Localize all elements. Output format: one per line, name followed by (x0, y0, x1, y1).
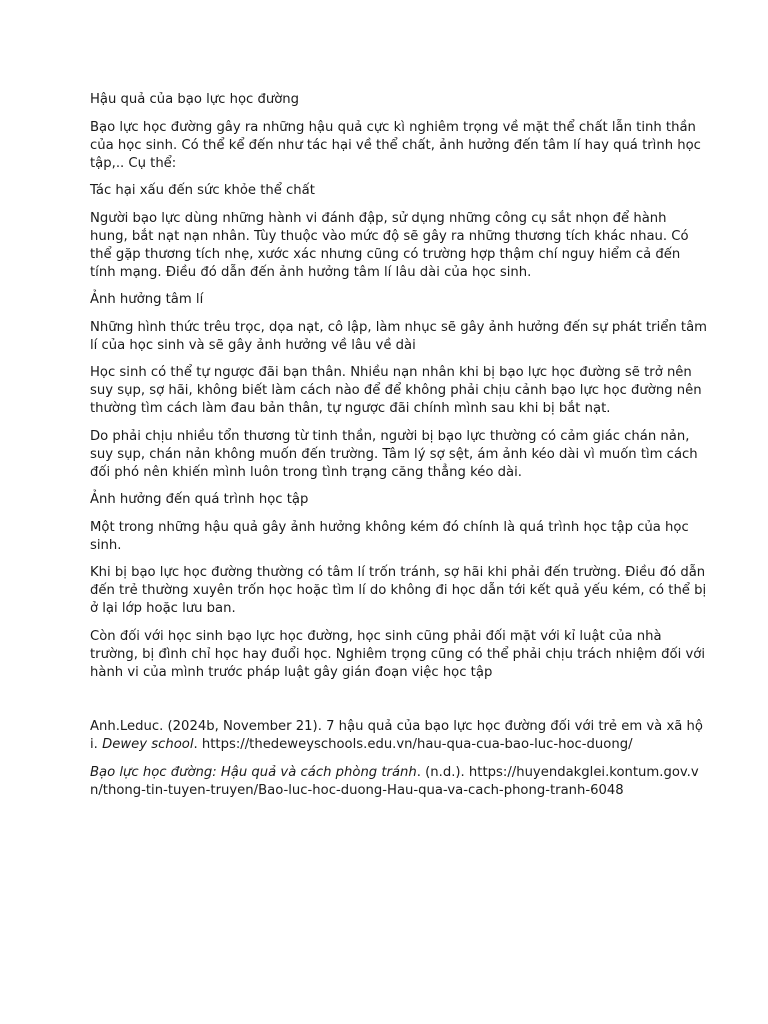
section-heading-learning: Ảnh hưởng đến quá trình học tập (90, 492, 309, 507)
section-heading-physical: Tác hại xấu đến sức khỏe thể chất (90, 183, 315, 198)
reference-1-source: Dewey school (102, 737, 194, 752)
spacer (90, 691, 708, 718)
reference-2 (90, 764, 708, 800)
document-title: Hậu quả của bạo lực học đường (90, 92, 300, 107)
section-heading-psychological: Ảnh hưởng tâm lí (90, 292, 204, 307)
paragraph-learning-1: Một trong những hậu quả gây ảnh hưởng không kém đó chính là quá trình học tập của học sinh. (90, 519, 689, 553)
reference-1 (90, 718, 708, 754)
reference-2-title: Bạo lực học đường: Hậu quả và cách phòng tránh (90, 764, 417, 780)
reference-1-prefix: Anh.Leduc. (2024b, November 21). 7 hậu quả của bạo lực học đường đối với trẻ em và xã hội. (90, 719, 703, 752)
paragraph-learning-3: Còn đối với học sinh bạo lực học đường, học sinh cũng phải đối mặt với kỉ luật của nhà trường, bị đình chỉ học hay đuổi học. Nghiêm trọng cũng có thể phải chịu trách nhiệm đối với hành vi của mình trước pháp luật gây gián đoạn việc học tập (90, 628, 705, 680)
intro-paragraph: Bạo lực học đường gây ra những hậu quả cực kì nghiêm trọng về mặt thể chất lẫn tinh thần của học sinh. Có thể kể đến như tác hại về thể chất, ảnh hưởng đến tâm lí hay quá trình học tập,.. Cụ thể: (90, 119, 701, 171)
paragraph-psych-3: Do phải chịu nhiều tổn thương từ tinh thần, người bị bạo lực thường có cảm giác chán nản, suy sụp, chán nản không muốn đến trường. Tâm lý sợ sệt, ám ảnh kéo dài vì muốn tìm cách đối phó nên khiến mình luôn trong tình trạng căng thẳng kéo dài. (90, 428, 698, 480)
paragraph-psych-2: Học sinh có thể tự ngược đãi bạn thân. Nhiều nạn nhân khi bị bạo lực học đường sẽ trở nên suy sụp, sợ hãi, không biết làm cách nào để để không phải chịu cảnh bạo lực học đường nên thường tìm cách làm đau bản thân, tự ngược đãi chính mình sau khi bị bắt nạt. (90, 365, 702, 416)
paragraph-physical-harm: Người bạo lực dùng những hành vi đánh đập, sử dụng những công cụ sắt nhọn để hành hung, bắt nạt nạn nhân. Tùy thuộc vào mức độ sẽ gây ra những thương tích khác nhau. Có thể gặp thương tích nhẹ, xước xác nhưng cũng có trường hợp thậm chí nguy hiểm cả đến tính mạng. Điều đó dẫn đến ảnh hưởng tâm lí lâu dài của học sinh. (90, 210, 689, 280)
reference-2-suffix: . (n.d.). https://huyendakglei.kontum.gov.vn/thong-tin-tuyen-truyen/Bao-luc-hoc-duong-Hau-qua-va-cach-phong-tranh-6048 (90, 764, 699, 798)
reference-1-suffix: . https://thedeweyschools.edu.vn/hau-qua-cua-bao-luc-hoc-duong/ (193, 737, 633, 752)
paragraph-psych-1: Những hình thức trêu trọc, dọa nạt, cô lập, làm nhục sẽ gây ảnh hưởng đến sự phát triển tâm lí của học sinh và sẽ gây ảnh hưởng về lâu về dài (90, 319, 708, 353)
paragraph-learning-2: Khi bị bạo lực học đường thường có tâm lí trốn tránh, sợ hãi khi phải đến trường. Điều đó dẫn đến trẻ thường xuyên trốn học hoặc tìm lí do không đi học dẫn tới kết quả yếu kém, có thể bị ở lại lớp hoặc lưu ban. (90, 565, 707, 616)
